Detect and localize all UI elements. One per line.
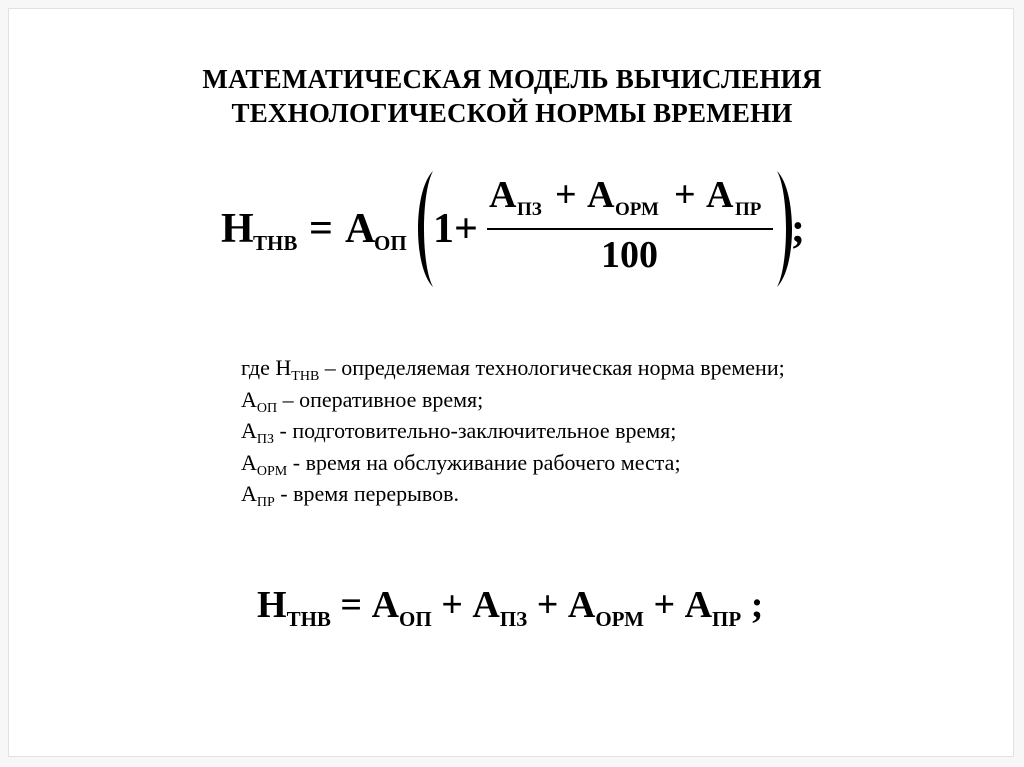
formula1-lhs-sub: ТНВ — [253, 231, 298, 255]
num-plus2: + — [674, 174, 696, 216]
num-a2: А — [587, 174, 615, 216]
formula2-t2-sub: ПЗ — [499, 607, 528, 631]
formula1-eq: = — [309, 206, 333, 252]
formula2-t4: А — [684, 584, 713, 626]
title-line-1: МАТЕМАТИЧЕСКАЯ МОДЕЛЬ ВЫЧИСЛЕНИЯ — [202, 64, 822, 94]
formula1-a-sub: ОП — [374, 231, 407, 255]
legend-line: $А_{ОРМ}$ - время на обслуживание рабочего места; — [241, 449, 681, 479]
formula1-lhs: Н — [221, 206, 254, 252]
formula-sum — [257, 583, 763, 632]
legend-line: $А_{ОП}$ – оперативное время; — [241, 386, 484, 416]
formula1-a: А — [345, 206, 376, 252]
denominator: 100 — [601, 234, 658, 276]
formula2-t3: А — [567, 584, 596, 626]
formula1-end: ; — [791, 206, 805, 252]
legend — [241, 352, 785, 510]
fraction-bar — [487, 228, 773, 230]
formula2-t3-sub: ОРМ — [595, 607, 644, 631]
num-a1-sub: ПЗ — [517, 199, 542, 220]
formula2-lhs-sub: ТНВ — [286, 607, 331, 631]
num-a3: А — [706, 174, 734, 216]
legend-line: $А_{ПЗ}$ - подготовительно-заключительное время; — [241, 418, 677, 447]
formula1-one-plus: 1+ — [433, 206, 478, 252]
legend-line: $А_{ПР}$ - время перерывов. — [241, 481, 460, 510]
formula2-end: ; — [741, 584, 764, 626]
formula2-t4-sub: ПР — [712, 607, 742, 631]
formula2-eq: = — [330, 584, 372, 626]
formula2-lhs: Н — [257, 584, 287, 626]
formula2-p3: + — [643, 584, 685, 626]
formula2-t2: А — [472, 584, 500, 626]
num-plus1: + — [555, 174, 577, 216]
num-a2-sub: ОРМ — [615, 199, 659, 220]
formula-fraction — [9, 9, 1015, 309]
formula2-t1-sub: ОП — [399, 607, 432, 631]
num-a3-sub: ПР — [735, 199, 762, 220]
slide — [8, 8, 1014, 757]
formula2-t1: А — [371, 584, 400, 626]
formula2-p1: + — [431, 584, 473, 626]
legend-line: где $Н_{ТНВ}$ – определяемая технологическая норма времени; — [241, 355, 785, 384]
title-line-2: ТЕХНОЛОГИЧЕСКОЙ НОРМЫ ВРЕМЕНИ — [231, 98, 793, 128]
num-a1: А — [489, 174, 517, 216]
formula2-p2: + — [527, 584, 568, 626]
